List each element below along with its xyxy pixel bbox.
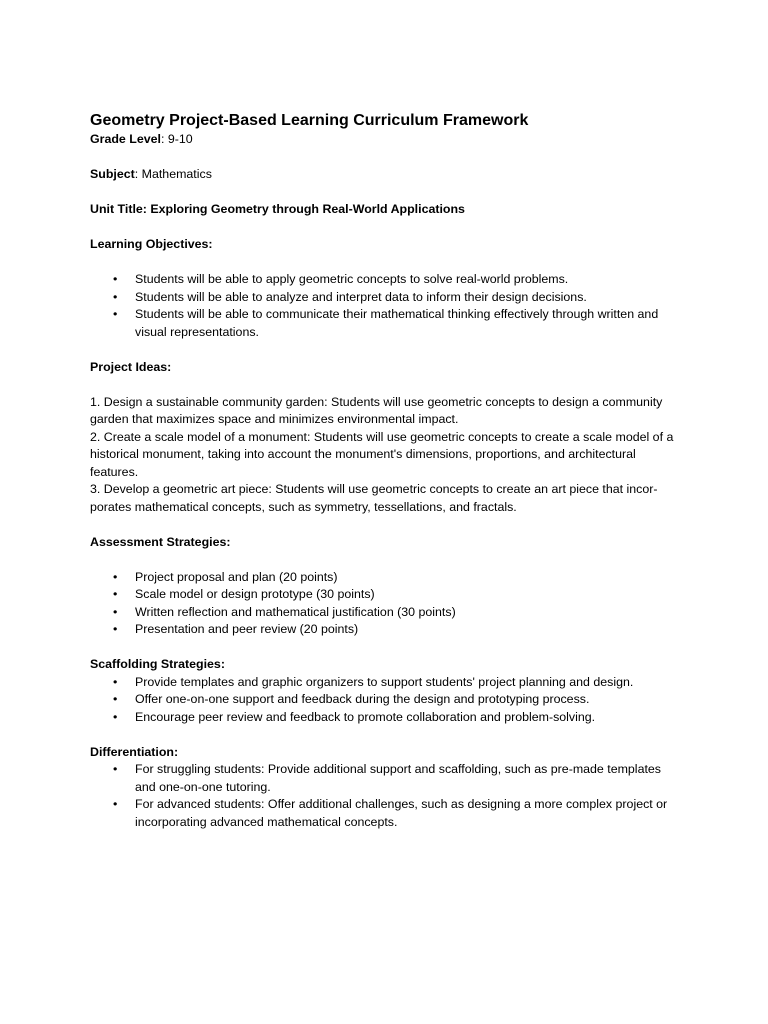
bullet-icon: • — [113, 289, 118, 304]
list-item: • Students will be able to analyze and interpret data to inform their design decisions. — [90, 289, 682, 307]
differentiation-heading: Differentiation: — [90, 744, 179, 759]
project-idea-2: 2. Create a scale model of a monument: Students will use geometric concepts to create a scale model of a historical monument, taking into account the monument's dimensions, proportions, and architectural features. — [90, 429, 674, 479]
objectives-list — [90, 271, 682, 341]
project-idea-1: 1. Design a sustainable community garden: Students will use geometric concepts to design a community garden that maximizes space and minimizes environmental impact. — [90, 394, 663, 426]
bullet-icon: • — [113, 307, 118, 321]
unit-title: Unit Title: Exploring Geometry through Real-World Applications — [90, 202, 465, 216]
list-item: • Provide templates and graphic organizers to support students' project planning and design. — [90, 674, 682, 692]
scaffolding-heading: Scaffolding Strategies: — [90, 657, 225, 671]
grade-level-label: Grade Level — [90, 132, 161, 146]
subject-line — [90, 166, 682, 184]
objectives-heading: Learning Objectives: — [90, 237, 213, 251]
list-item: • Scale model or design prototype (30 points) — [90, 586, 682, 604]
list-item: • Offer one-on-one support and feedback during the design and prototyping process. — [90, 691, 682, 709]
assessment-list — [90, 569, 682, 639]
list-item: • For struggling students: Provide additional support and scaffolding, such as pre-made templates and one-on-one tutoring. — [113, 762, 661, 794]
list-item: • Project proposal and plan (20 points) — [90, 569, 682, 587]
grade-level-value: : 9-10 — [160, 132, 193, 146]
bullet-icon: • — [113, 692, 118, 706]
bullet-icon: • — [113, 622, 118, 636]
bullet-icon: • — [113, 569, 118, 584]
subject-label: Subject — [90, 167, 135, 181]
assessment-heading: Assessment Strategies: — [90, 534, 231, 549]
list-item: • Encourage peer review and feedback to promote collaboration and problem-solving. — [90, 709, 682, 727]
list-item: • Presentation and peer review (20 points) — [90, 621, 682, 639]
scaffolding-list — [90, 674, 682, 727]
project-ideas-heading: Project Ideas: — [90, 359, 172, 374]
list-item: • Students will be able to apply geometric concepts to solve real-world problems. — [90, 271, 682, 289]
bullet-icon: • — [113, 604, 118, 619]
project-idea-3: 3. Develop a geometric art piece: Students will use geometric concepts to create an art piece that incor-porates mathematical concepts, such as symmetry, tessellations, and fractals. — [90, 482, 658, 514]
document-page — [90, 111, 682, 831]
list-item: • Students will be able to communicate their mathematical thinking effectively through written and visual representations. — [113, 307, 659, 339]
list-item: • Written reflection and mathematical justification (30 points) — [90, 604, 682, 622]
bullet-icon: • — [113, 797, 118, 811]
bullet-icon: • — [113, 587, 118, 601]
subject-value: : Mathematics — [134, 167, 212, 181]
grade-level-line — [90, 131, 682, 149]
bullet-icon: • — [113, 709, 118, 724]
bullet-icon: • — [113, 272, 118, 286]
document-title: Geometry Project-Based Learning Curriculum Framework — [90, 112, 529, 129]
differentiation-list — [90, 761, 682, 831]
list-item: • For advanced students: Offer additional challenges, such as designing a more complex project or incorporating advanced mathematical concepts. — [113, 797, 668, 829]
bullet-icon: • — [113, 674, 118, 689]
bullet-icon: • — [113, 762, 118, 776]
